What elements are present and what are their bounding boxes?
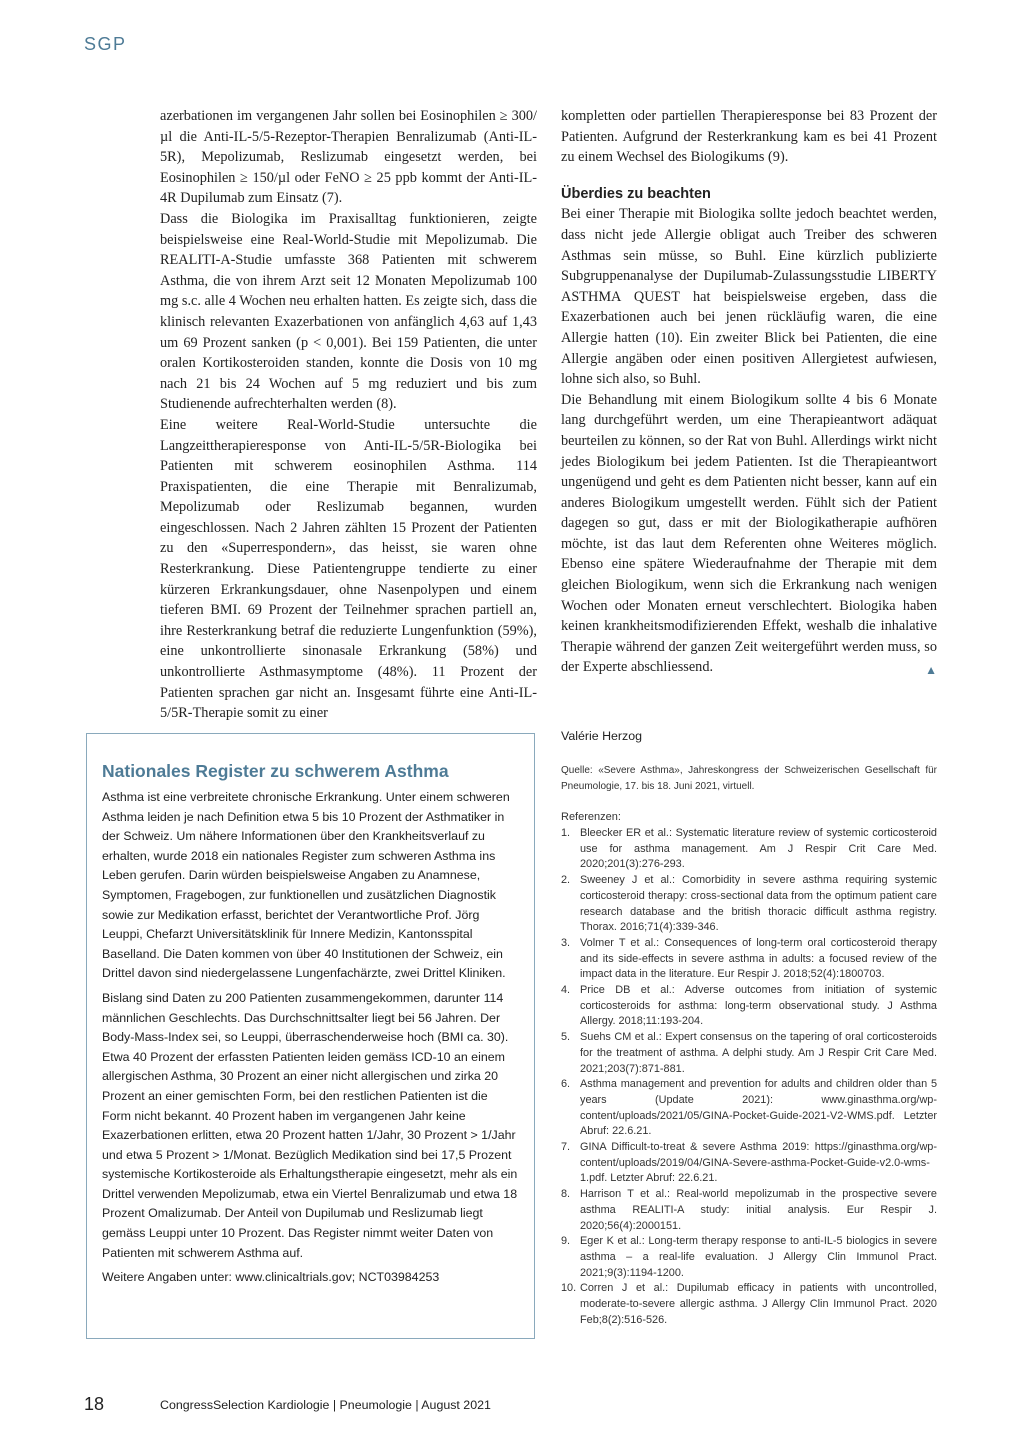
body-paragraph: [561, 390, 937, 678]
publication-title: CongressSelection Kardiologie | Pneumologie | August 2021: [160, 1398, 491, 1412]
reference-item: [561, 1140, 937, 1187]
body-paragraph: kompletten oder partiellen Therapieresponse bei 83 Prozent der Patienten. Aufgrund der Resterkrankung kam es bei 41 Prozent zu einem Wechsel des Biologikums (9).: [561, 108, 937, 166]
reference-text: Harrison T et al.: Real-world mepolizumab in the prospective severe asthma REALITI-A study: initial analysis. Eur Respir J. 2020;56(4):2000151.: [580, 1188, 937, 1232]
reference-text: GINA Difficult-to-treat & severe Asthma 2019: https://ginasthma.org/wp-content/uploads/2019/04/GINA-Severe-asthma-Pocket-Guide-v2.0-wms-1.pdf. Letzter Abruf: 22.6.21.: [580, 1141, 937, 1185]
reference-item: [561, 936, 937, 983]
reference-number: 6.: [561, 1078, 571, 1091]
info-box-title: Nationales Register zu schwerem Asthma: [102, 761, 449, 781]
reference-item: [561, 1281, 937, 1328]
reference-text: Bleecker ER et al.: Systematic literature review of systemic corticosteroid use for asthma management. Am J Respir Crit Care Med. 2020;201(3):276-293.: [580, 827, 937, 871]
info-box-paragraph: Bislang sind Daten zu 200 Patienten zusammengekommen, darunter 114 männlichen Geschlechts. Das Durchschnittsalter liegt bei 56 Jahren. Der Body-Mass-Index sei, so Leuppi, überraschenderweise hoch (BMI ca. 30). Etwa 40 Prozent der erfassten Patienten leiden gemäss ICD-10 an einem allergischen Asthma, 30 Prozent an einer nicht allergischen und zirka 20 Prozent an einer gemischten Form, bei den restlichen Patienten ist die Form nicht bekannt. 40 Prozent haben im vergangenen Jahr keine Exazerbationen erlitten, etwa 20 Prozent hatten 1/Jahr, 30 Prozent > 1/Jahr und etwa 5 Prozent > 1/Monat. Bezüglich Medikation sind bei 17,5 Prozent systemische Kortikosteroide als Erhaltungstherapie eingesetzt, mehr als ein Drittel verwenden Mepolizumab, etwa ein Viertel Benralizumab und etwa 18 Prozent Omalizumab. Der Anteil von Dupilumab und Reslizumab liegt gemäss Leuppi unter 10 Prozent. Das Register nimmt weiter Daten von Patienten mit schwerem Asthma auf.: [102, 990, 518, 1260]
body-paragraph: azerbationen im vergangenen Jahr sollen bei Eosinophilen ≥ 300/µl die Anti-IL-5/5-Rezeptor-Therapien Benralizumab (Anti-IL-5R), Mepolizumab, Reslizumab eingesetzt werden, bei Eosinophilen ≥ 150/µl oder FeNO ≥ 25 ppb kommt der Anti-IL-4R Dupilumab zum Einsatz (7).: [160, 108, 537, 207]
reference-text: Suehs CM et al.: Expert consensus on the tapering of oral corticosteroids for the treatment of asthma. A delphi study. Am J Respir Crit Care Med. 2021;203(7):871-881.: [580, 1031, 937, 1075]
reference-number: 7.: [561, 1141, 571, 1154]
author-name: Valérie Herzog: [561, 729, 643, 743]
section-label: SGP: [84, 34, 127, 54]
body-text: Die Behandlung mit einem Biologikum sollte 4 bis 6 Monate lang durchgeführt werden, um eine Therapieantwort adäquat beurteilen zu können, so der Rat von Buhl. Allerdings wirkt nicht jedes Biologikum bei jedem Patienten. Ist die Therapieantwort ungenügend und geht es dem Patienten nicht besser, kann auf ein anderes Biologikum umgestellt werden. Fühlt sich der Patient dagegen so gut, dass er mit der Biologikatherapie aufhören möchte, ist das laut dem Referenten ohne Weiteres möglich. Ebenso eine spätere Wiederaufnahme der Therapie mit dem gleichen Biologikum, wenn sich die Erkrankung nach wenigen Wochen oder Monaten erneut verschlechtert. Biologika haben keinen krankheitsmodifizierenden Effekt, weshalb die inhalative Therapie während der ganzen Zeit weitergeführt werden muss, so der Experte abschliessend.: [561, 391, 937, 676]
section-heading: Überdies zu beachten: [561, 185, 711, 202]
reference-item: [561, 1030, 937, 1077]
info-box-link-paragraph: Weitere Angaben unter: www.clinicaltrials.gov; NCT03984253: [102, 1270, 440, 1285]
reference-item: [561, 826, 937, 873]
reference-number: 4.: [561, 984, 571, 997]
reference-item: [561, 1077, 937, 1140]
reference-number: 1.: [561, 827, 571, 839]
references-list: [561, 826, 937, 1329]
reference-item: [561, 1234, 937, 1281]
reference-item: [561, 873, 937, 936]
reference-number: 5.: [561, 1031, 571, 1044]
right-column: [561, 106, 937, 681]
reference-text: Asthma management and prevention for adults and children older than 5 years (Update 2021): www.ginasthma.org/wp-content/uploads/2021/05/GINA-Pocket-Guide-2021-V2-WMS.pdf. Letzter Abruf: 22.6.21.: [580, 1078, 937, 1138]
body-paragraph: Eine weitere Real-World-Studie untersuchte die Langzeittherapieresponse von Anti-IL-5/5R-Biologika bei Patienten mit schwerem eosinophilen Asthma. 114 Praxispatienten, die eine Therapie mit Benralizumab, Mepolizumab oder Reslizumab begannen, wurden eingeschlossen. Nach 2 Jahren zählten 15 Prozent der Patienten zu den «Superrespondern», das heisst, sie waren ohne Resterkrankung. Diese Patientengruppe tendierte zu einer kürzeren Erkrankungsdauer, ohne Nasenpolypen und einem tieferen BMI. 69 Prozent der Teilnehmer sprachen partiell an, ihre Resterkrankung betraf die reduzierte Lungenfunktion (59%), eine unkontrollierte sinonasale Erkrankung (58%) und unkontrollierte Asthmasymptome (48%). 11 Prozent der Patienten sprachen gar nicht an. Insgesamt führte eine Anti-IL-5/5R-Therapie somit zu einer: [160, 416, 537, 722]
reference-text: Corren J et al.: Dupilumab efficacy in patients with uncontrolled, moderate-to-severe allergic asthma. J Allergy Clin Immunol Pract. 2020 Feb;8(2):516-526.: [580, 1282, 937, 1326]
body-paragraph: Dass die Biologika im Praxisalltag funktionieren, zeigte beispielsweise eine Real-World-Studie mit Mepolizumab. Die REALITI-A-Studie umfasste 368 Patienten mit schwerem Asthma, die von ihrem Arzt seit 12 Monaten Mepolizumab 100 mg s.c. alle 4 Wochen neu erhalten hatten. Es zeigte sich, dass die klinisch relevanten Exazerbationen von anfänglich 4,63 auf 1,43 um 69 Prozent sanken (p < 0,001). Bei 159 Patienten, die unter oralen Kortikosteroiden standen, konnte die Dosis von 10 mg nach 21 bis 24 Wochen auf 5 mg reduziert und bis zum Studienende aufrechterhalten werden (8).: [160, 210, 537, 413]
reference-number: 8.: [561, 1188, 571, 1201]
references-heading: Referenzen:: [561, 811, 621, 823]
left-column: [160, 106, 537, 724]
info-box: [86, 733, 535, 1339]
reference-item: [561, 1187, 937, 1234]
source-note: Quelle: «Severe Asthma», Jahreskongress der Schweizerischen Gesellschaft für Pneumologie, 17. bis 18. Juni 2021, virtuell.: [561, 765, 937, 792]
reference-item: [561, 983, 937, 1030]
reference-text: Eger K et al.: Long-term therapy response to anti-IL-5 biologics in severe asthma – a real-life evaluation. J Allergy Clin Immunol Pract. 2021;9(3):1194-1200.: [580, 1235, 937, 1279]
reference-text: Sweeney J et al.: Comorbidity in severe asthma requiring systemic corticosteroid therapy: cross-sectional data from the optimum patient care research database and the british thoracic difficult asthma registry. Thorax. 2016;71(4):339-346.: [580, 874, 937, 934]
reference-number: 3.: [561, 936, 571, 949]
reference-number: 2.: [561, 874, 571, 887]
reference-text: Price DB et al.: Adverse outcomes from initiation of systemic corticosteroids for asthma: long-term observational study. J Asthma Allergy. 2018;11:193-204.: [580, 984, 937, 1028]
reference-number: 10.: [561, 1282, 577, 1295]
reference-number: 9.: [561, 1235, 571, 1248]
info-box-paragraph: Asthma ist eine verbreitete chronische Erkrankung. Unter einem schweren Asthma leiden je nach Definition etwa 5 bis 10 Prozent der Asthmatiker in der Schweiz. Um nähere Informationen über den Krankheitsverlauf zu erhalten, wurde 2018 ein nationales Register zum schweren Asthma ins Leben gerufen. Darin würden beispielsweise Angaben zu Anamnese, Symptomen, Fragebogen, zur funktionellen und zusätzlichen Diagnostik sowie zur Medikation erfasst, berichtet der Verantwortliche Prof. Jörg Leuppi, Chefarzt Universitätsklinik für Innere Medizin, Kantonsspital Baselland. Die Daten kommen von über 40 Institutionen der Schweiz, ein Drittel davon sind niedergelassene Lungenfachärzte, zwei Drittel Kliniken.: [102, 790, 510, 981]
end-triangle-icon: ▲: [925, 663, 937, 678]
body-paragraph: Bei einer Therapie mit Biologika sollte jedoch beachtet werden, dass nicht jede Allergie obligat auch Treiber des schweren Asthmas sein müsse, so Buhl. Eine kürzlich publizierte Subgruppenanalyse der Dupilumab-Zulassungsstudie LIBERTY ASTHMA QUEST hat beispielsweise ergeben, dass die Exazerbationen auch bei jenen rückläufig waren, die eine Allergie hatten (10). Ein zweiter Blick bei Patienten, die eine Allergie angäben oder einen positiven Allergietest aufwiesen, lohne sich also, so Buhl.: [561, 206, 937, 388]
page-number: 18: [84, 1394, 105, 1414]
reference-text: Volmer T et al.: Consequences of long-term oral corticosteroid therapy and its side-effects in severe asthma in adults: a focused review of the impact data in the literature. Eur Respir J. 2018;52(4):1800703.: [580, 936, 937, 981]
